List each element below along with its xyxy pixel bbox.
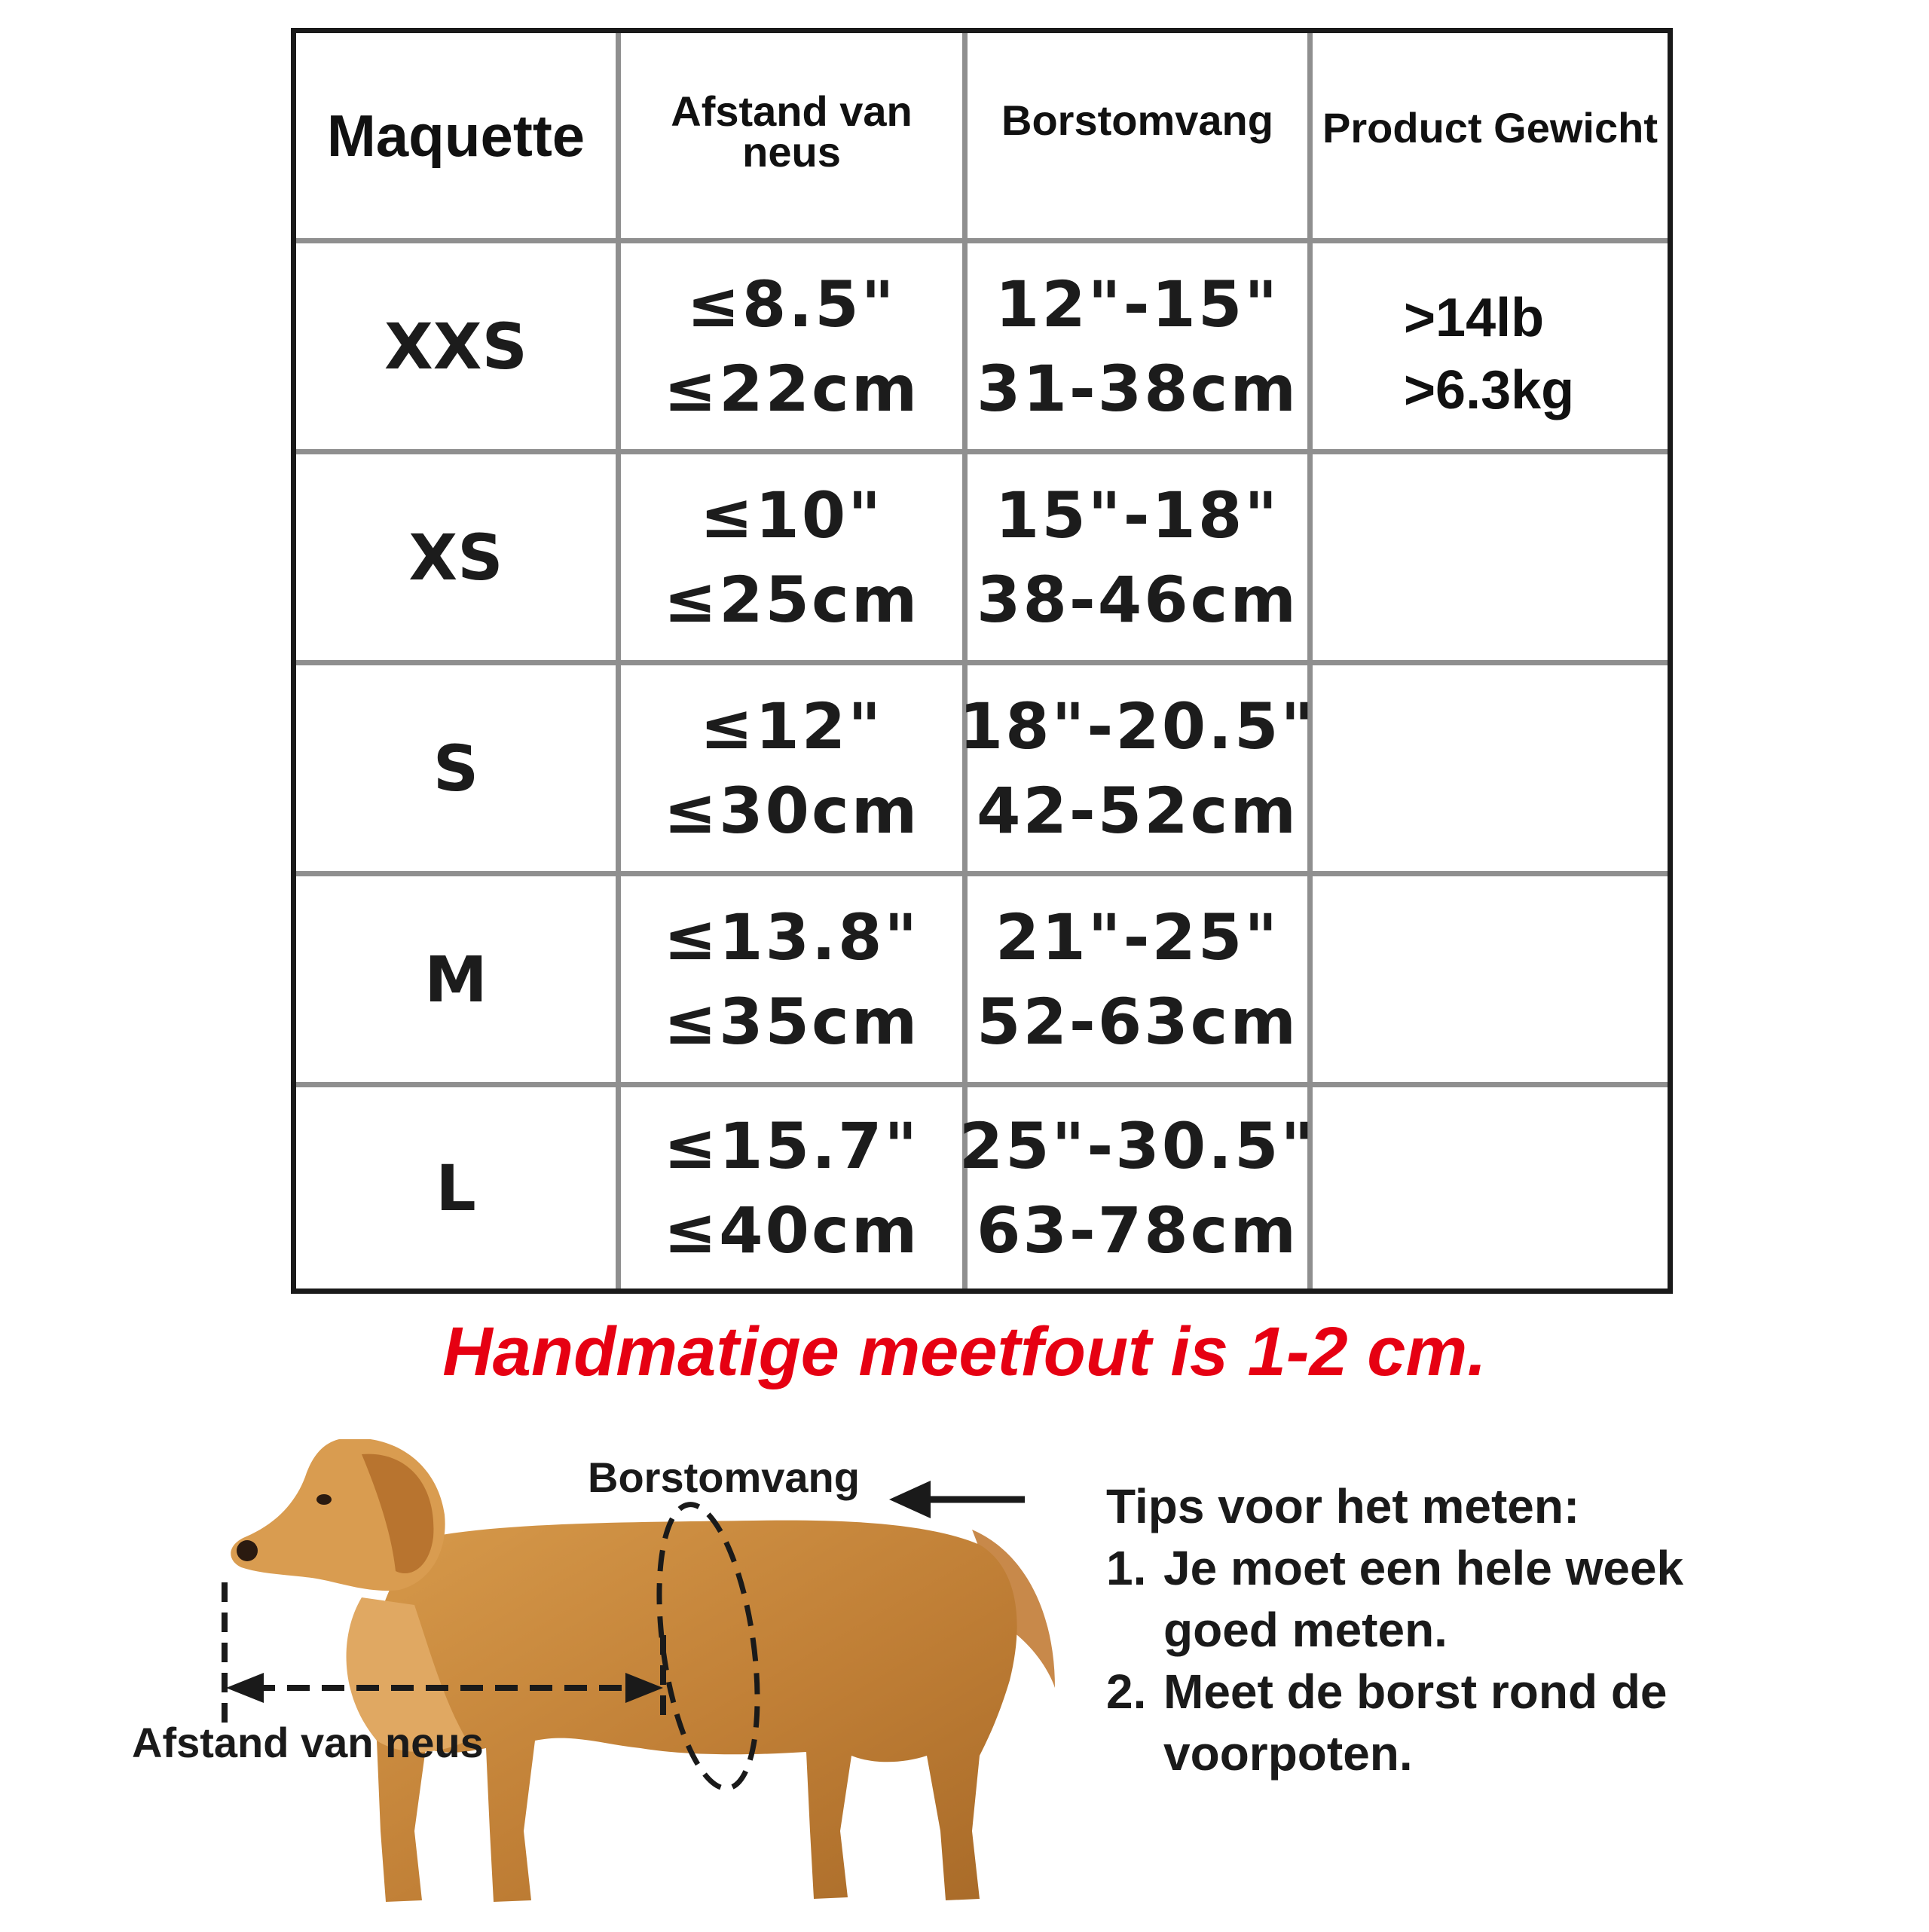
header-model: Maquette bbox=[326, 102, 585, 169]
chest-cell bbox=[958, 1087, 1316, 1289]
chest-cell bbox=[968, 243, 1307, 449]
table-divider bbox=[296, 1082, 1668, 1087]
table-divider bbox=[296, 238, 1668, 243]
chest-inches: 12"-15" bbox=[995, 267, 1280, 341]
size-label: XS bbox=[408, 520, 503, 595]
nose-inches: ≤13.8" bbox=[663, 900, 920, 974]
chest-inches: 25"-30.5" bbox=[958, 1108, 1316, 1183]
tip-item bbox=[1106, 1537, 1905, 1661]
chest-cm: 42-52cm bbox=[977, 773, 1298, 848]
header-nose-line2: neus bbox=[742, 128, 841, 176]
tip-text: voorpoten. bbox=[1163, 1726, 1413, 1781]
header-chest: Borstomvang bbox=[1001, 96, 1273, 144]
table-divider bbox=[296, 660, 1668, 665]
measurement-error-note: Handmatige meetfout is 1-2 cm. bbox=[442, 1313, 1487, 1390]
arrow-left-icon bbox=[226, 1673, 264, 1703]
measuring-tips bbox=[1106, 1475, 1905, 1784]
nose-distance-cell bbox=[621, 243, 962, 449]
tip-text: Meet de borst rond de bbox=[1163, 1665, 1668, 1719]
nose-cm: ≤30cm bbox=[663, 773, 920, 848]
table-divider bbox=[296, 449, 1668, 454]
tips-title: Tips voor het meten: bbox=[1106, 1479, 1580, 1533]
nose-distance-label: Afstand van neus bbox=[132, 1719, 484, 1766]
nose-inches: ≤15.7" bbox=[663, 1108, 920, 1183]
tip-text: Je moet een hele week bbox=[1163, 1541, 1684, 1595]
tip-text: goed meten. bbox=[1163, 1603, 1448, 1657]
dog-nose bbox=[237, 1540, 258, 1561]
dog-body bbox=[365, 1521, 1017, 1902]
header-weight: Product Gewicht bbox=[1322, 104, 1658, 151]
chest-cm: 38-46cm bbox=[977, 562, 1298, 637]
nose-distance-cell bbox=[621, 454, 962, 660]
tip-item bbox=[1106, 1661, 1905, 1784]
header-nose-distance bbox=[621, 33, 962, 238]
nose-inches: ≤10" bbox=[699, 478, 884, 552]
dog-illustration bbox=[113, 1439, 1093, 1929]
chest-label: Borstomvang bbox=[588, 1454, 860, 1501]
nose-distance-cell bbox=[621, 876, 962, 1082]
size-label: XXS bbox=[384, 309, 528, 384]
chest-cm: 63-78cm bbox=[977, 1193, 1298, 1267]
size-label: M bbox=[424, 942, 488, 1016]
tip-number: 2. bbox=[1106, 1665, 1147, 1719]
chest-cell bbox=[968, 454, 1307, 660]
nose-inches: ≤8.5" bbox=[686, 267, 897, 341]
size-label: L bbox=[436, 1151, 476, 1225]
nose-distance-cell bbox=[621, 665, 962, 871]
weight-lb: >14lb bbox=[1404, 288, 1545, 348]
chest-inches: 15"-18" bbox=[995, 478, 1280, 552]
chest-cell bbox=[968, 876, 1307, 1082]
header-nose-line1: Afstand van bbox=[671, 87, 913, 135]
chest-inches: 21"-25" bbox=[995, 900, 1280, 974]
chest-cm: 52-63cm bbox=[977, 984, 1298, 1059]
nose-cm: ≤22cm bbox=[663, 351, 920, 426]
chest-cell bbox=[958, 665, 1316, 871]
chest-cm: 31-38cm bbox=[977, 351, 1298, 426]
measurement-figure bbox=[113, 1439, 1093, 1929]
arrow-left-icon bbox=[889, 1481, 931, 1518]
nose-cm: ≤35cm bbox=[663, 984, 920, 1059]
tip-number: 1. bbox=[1106, 1541, 1147, 1595]
nose-cm: ≤25cm bbox=[663, 562, 920, 637]
size-label: S bbox=[433, 731, 479, 806]
chest-inches: 18"-20.5" bbox=[958, 689, 1316, 763]
weight-kg: >6.3kg bbox=[1404, 360, 1575, 420]
nose-inches: ≤12" bbox=[699, 689, 884, 763]
table-divider bbox=[296, 871, 1668, 876]
dog-eye bbox=[316, 1494, 332, 1505]
size-table bbox=[291, 28, 1673, 1294]
nose-distance-cell bbox=[621, 1087, 962, 1289]
weight-cell bbox=[1404, 282, 1660, 433]
nose-cm: ≤40cm bbox=[663, 1193, 920, 1267]
